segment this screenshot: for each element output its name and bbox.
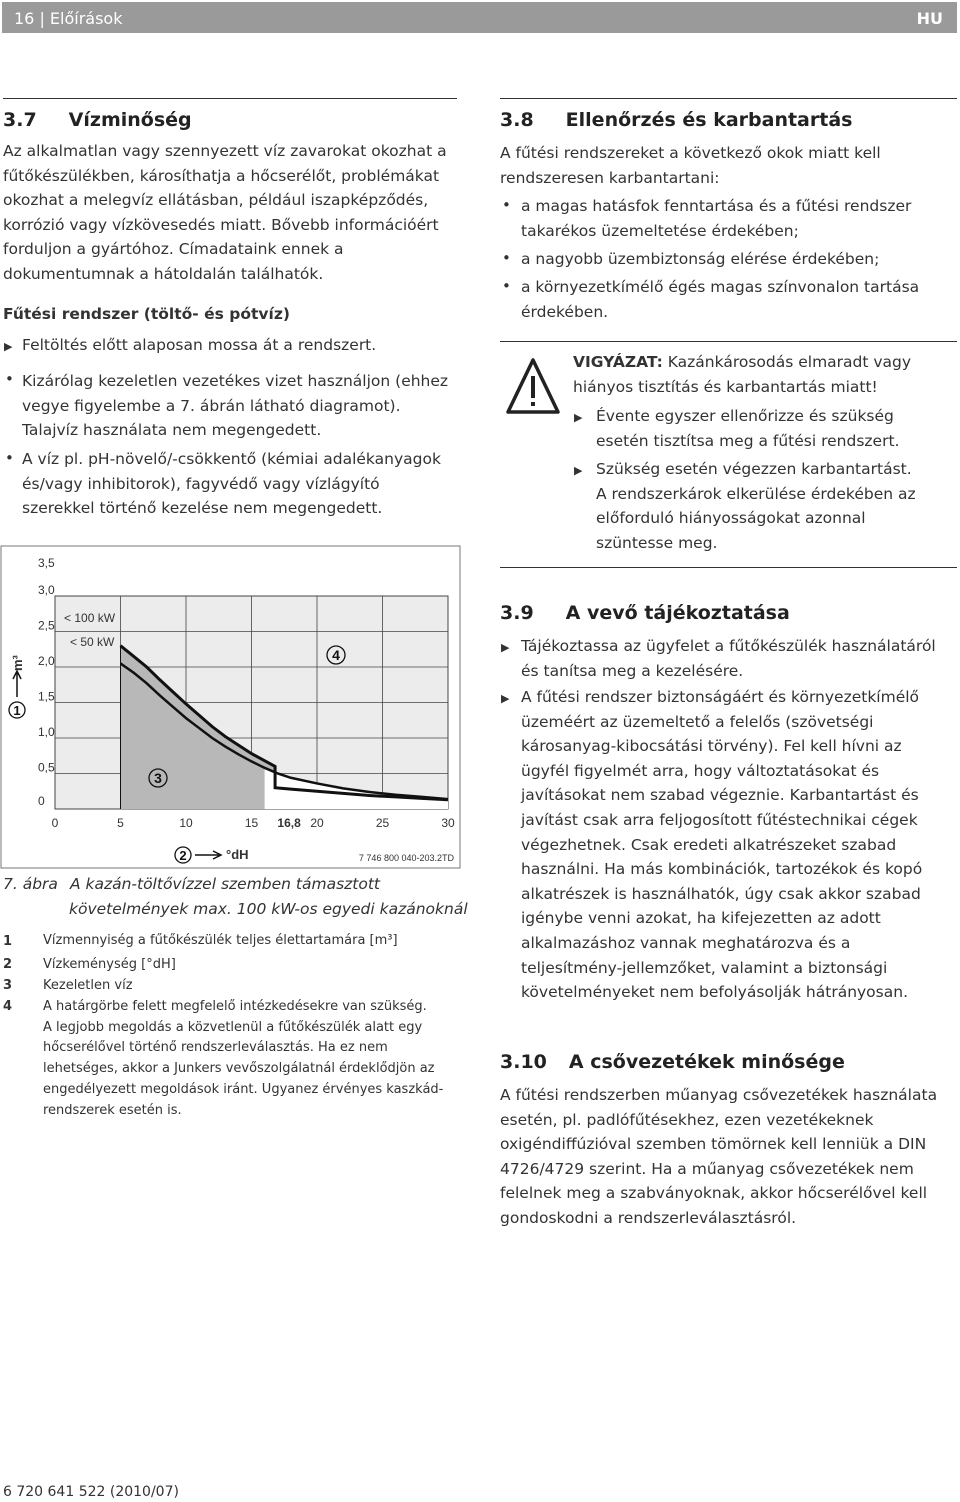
y-tick-label: 1,5 [38,689,55,704]
bullet-icon: • [5,449,14,467]
legend-number: 4 [3,999,13,1014]
s39-action-2 [521,685,922,1005]
action-line: esetén tisztítsa meg a fűtési rendszert. [596,431,900,450]
legend-item-2 [43,955,176,976]
section-number: 3.10 [500,1051,547,1073]
section-number: 3.9 [500,602,534,624]
legend-item-3 [43,976,133,997]
bullet-icon: • [5,370,14,388]
action-line: A rendszerkárok elkerülése érdekében az [596,484,916,503]
action-line: A fűtési rendszer biztonságáért és környezetkímélő [521,688,920,706]
bullet-line: a környezetkímélő égés magas színvonalon tartása [521,278,920,296]
y-axis-arrow-icon [13,671,21,697]
action-line: és tanítsa meg a kezelésére. [521,661,744,680]
intro-line: korrózió vagy vízkövesedés miatt. Bővebb információért [3,215,439,234]
action-line: Évente egyszer ellenőrizze és szükség [596,407,894,425]
intro-line: fűtőkészülékben, károsíthatja a hőcserélőt, problémákat [3,166,440,185]
action-line: javítást csak arra feljogosított fűtéstechnikai cégek [521,810,918,829]
y-tick-label: 2,0 [38,654,55,668]
bullet-water-treatment [22,447,441,521]
warning-line-text: Kazánkárosodás elmaradt vagy [662,353,912,371]
header-page-section: 16 | Előírások [14,9,123,28]
marker-1-label: 1 [13,703,21,718]
bullet-line: érdekében. [521,302,609,321]
section-title: A vevő tájékoztatása [565,602,790,624]
intro-line: dokumentumnak a hátoldalán találhatók. [3,264,324,283]
action-line: javításokat nem szabad végeznie. Karbantartást és [521,786,919,805]
action-line: követelményeket nem befolyásolják hátrányosan. [521,983,908,1002]
document-code: 6 720 641 522 (2010/07) [3,1484,179,1500]
figure-caption [3,872,380,897]
x-axis-label: °dH [226,847,249,862]
y-tick-label: 3,0 [38,583,55,597]
marker-2-label: 2 [179,848,187,863]
s38-bullet-1 [521,194,911,243]
warning-bottom-rule [500,567,957,568]
s38-intro [500,141,881,190]
y-tick-label: 0 [38,794,45,808]
bullet-icon: • [502,277,511,295]
caption-label: 7. ábra [3,875,58,893]
caption-line-2: követelmények max. 100 kW-os egyedi kazánoknál [69,900,468,918]
legend-number: 3 [3,978,13,993]
x-tick-label: 0 [51,816,59,830]
bullet-line: Kizárólag kezeletlen vezetékes vizet használjon (ehhez [22,372,449,390]
left-top-rule [3,98,457,99]
action-line: alkatrészek is használhatók, úgy csak akkor szabad [521,884,921,903]
action-line: szüntesse meg. [596,533,718,552]
action-line: alkalmazáshoz vannak meghatározva és a [521,933,851,952]
intro-line: forduljon a gyártóhoz. Címadataink ennek a [3,240,344,259]
action-line: igénybe venni azokat, ha kifejezetten az adott [521,909,881,928]
action-line: Tájékoztassa az ügyfelet a fűtőkészülék használatáról [521,637,936,655]
legend-number: 1 [3,934,13,949]
series-label-100kw: < 100 kW [64,611,116,625]
intro-line: okozhat a melegvíz ellátásban, például iszapképződés, [3,191,429,210]
subheading-heating-water: Fűtési rendszer (töltő- és pótvíz) [3,305,290,323]
bullet-line: a magas hatásfok fenntartása és a fűtési rendszer [521,197,912,215]
bullet-icon: • [502,196,511,214]
warning-line-1 [573,350,911,375]
legend-item-4 [43,997,443,1121]
series-label-50kw: < 50 kW [70,635,115,649]
caption-line-1: A kazán-töltővízzel szemben támasztott [69,875,381,893]
paragraph-line: esetén, pl. padlófűtésekhez, ezen vezetékeknek [500,1110,874,1129]
bullet-line: szerekkel történő kezelése nem megengedett. [22,499,383,518]
section-3-9-heading [500,602,790,624]
x-tick-label: 5 [117,816,124,830]
paragraph-line: oxigéndiffúzióval szemben tömörnek kell lenniük a DIN [500,1135,927,1154]
action-arrow-icon: ▶ [501,692,510,705]
bullet-line: A víz pl. pH-növelő/-csökkentő (kémiai adalékanyagok [22,450,441,468]
water-quality-chart [0,545,462,870]
section-number: 3.8 [500,109,534,131]
action-line: Szükség esetén végezzen karbantartást. [596,460,912,478]
bullet-icon: • [502,249,511,267]
section-3-8-heading [500,109,852,131]
legend-number: 2 [3,957,13,972]
section-title: Ellenőrzés és karbantartás [565,109,853,131]
legend-text: A legjobb megoldás a közvetlenül a fűtőkészülék alatt egy [43,1019,423,1035]
section-3-7-heading [3,109,192,131]
x-tick-label: 10 [179,816,193,830]
warning-text [573,350,911,399]
warning-line-2: hiányos tisztítás és karbantartás miatt! [573,377,878,396]
action-arrow-icon: ▶ [574,464,583,477]
action-line: használni. Ha más kombinációk, tartozékok és kopó [521,860,923,879]
y-tick-label: 2,5 [38,618,55,633]
bullet-line: vegye figyelembe a 7. ábrán látható diagramot). [22,396,401,415]
y-tick-label: 3,5 [38,556,55,570]
figure-code: 7 746 800 040-203.2TD [358,853,454,863]
bullet-line: és/vagy inhibitorok), fagyvédő vagy vízlágyító [22,474,380,493]
warning-top-rule [500,341,957,342]
intro-line: rendszeresen karbantartani: [500,168,720,187]
s38-bullet-3 [521,275,919,324]
legend-text: hőcserélővel történő rendszerleválasztás. Ha ez nem [43,1040,388,1056]
paragraph-line: felelnek meg a szabványoknak, akkor hőcserélővel kell [500,1184,928,1203]
legend-text: Kezeletlen víz [43,978,133,993]
bullet-line: a nagyobb üzembiztonság elérése érdekében; [521,250,880,268]
legend-text: A határgörbe felett megfelelő intézkedésekre van szükség. [43,999,427,1014]
action-arrow-icon: ▶ [4,340,13,353]
paragraph-line: 4726/4729 szerint. Ha a műanyag csővezetékek nem [500,1159,914,1178]
legend-item-1 [43,931,398,952]
legend-text: Vízmennyiség a fűtőkészülék teljes élettartamára [m³] [43,933,398,948]
marker-3-label: 3 [154,770,162,786]
action-arrow-icon: ▶ [574,411,583,424]
s39-action-1 [521,634,936,683]
x-tick-label: 16,8 [277,816,301,830]
legend-text: Vízkeménység [°dH] [43,957,176,972]
warning-triangle-icon [505,356,561,416]
action-arrow-icon: ▶ [501,641,510,654]
action-line: teljesítmény-jellemzőket, valamint a biztonsági [521,958,888,977]
action-line: károsanyag-kibocsátási törvény). Fel kell hívni az [521,737,902,756]
section-title: A csővezetékek minősége [568,1051,845,1073]
section-title: Vízminőség [68,109,192,131]
action-flush-system [22,333,376,358]
s38-bullet-2 [521,247,879,272]
marker-4-label: 4 [332,647,340,663]
warning-action-1 [596,404,899,453]
action-line: ügyfél figyelmét arra, hogy változtatásokat és [521,761,880,780]
x-axis-arrow-icon [195,851,221,859]
action-line: végezhetnek. Csak eredeti alkatrészeket szabad [521,835,897,854]
x-tick-label: 20 [310,816,324,830]
y-tick-label: 1,0 [38,725,55,739]
x-tick-label: 25 [375,816,390,830]
intro-paragraph [3,139,447,287]
legend-text: rendszerek esetén is. [43,1102,182,1118]
y-tick-label: 0,5 [38,760,55,775]
x-tick-label: 15 [244,816,259,830]
intro-line: Az alkalmatlan vagy szennyezett víz zavarokat okozhat a [3,142,447,160]
legend-text: lehetséges, akkor a Junkers vevőszolgálatnál érdeklődjön az [43,1061,435,1077]
legend-text: engedélyezett megoldások iránt. Ugyanez érvényes kaszkád- [43,1081,444,1097]
paragraph-line: A fűtési rendszerben műanyag csővezetékek használata [500,1086,938,1104]
section-3-10-heading [500,1051,845,1073]
page-header [2,2,957,33]
warning-action-2 [596,457,916,555]
s310-paragraph [500,1083,937,1231]
action-line: üzeméért az üzemeltető a felelős (szövetségi [521,712,874,731]
x-tick-label: 30 [441,816,455,830]
section-number: 3.7 [3,109,37,131]
right-top-rule [500,98,957,99]
bullet-line: Talajvíz használata nem megengedett. [22,421,322,440]
intro-line: A fűtési rendszereket a következő okok miatt kell [500,144,881,162]
action-text: Feltöltés előtt alaposan mossa át a rendszert. [22,336,377,354]
action-line: előforduló hiányosságokat azonnal [596,509,866,528]
paragraph-line: gondoskodni a rendszerleválasztásról. [500,1208,797,1227]
bullet-line: takarékos üzemeltetése érdekében; [521,221,799,240]
header-language: HU [916,9,943,28]
y-axis-label: m³ [10,655,25,671]
warning-label: VIGYÁZAT: [573,353,663,371]
bullet-untreated-water [22,369,448,443]
